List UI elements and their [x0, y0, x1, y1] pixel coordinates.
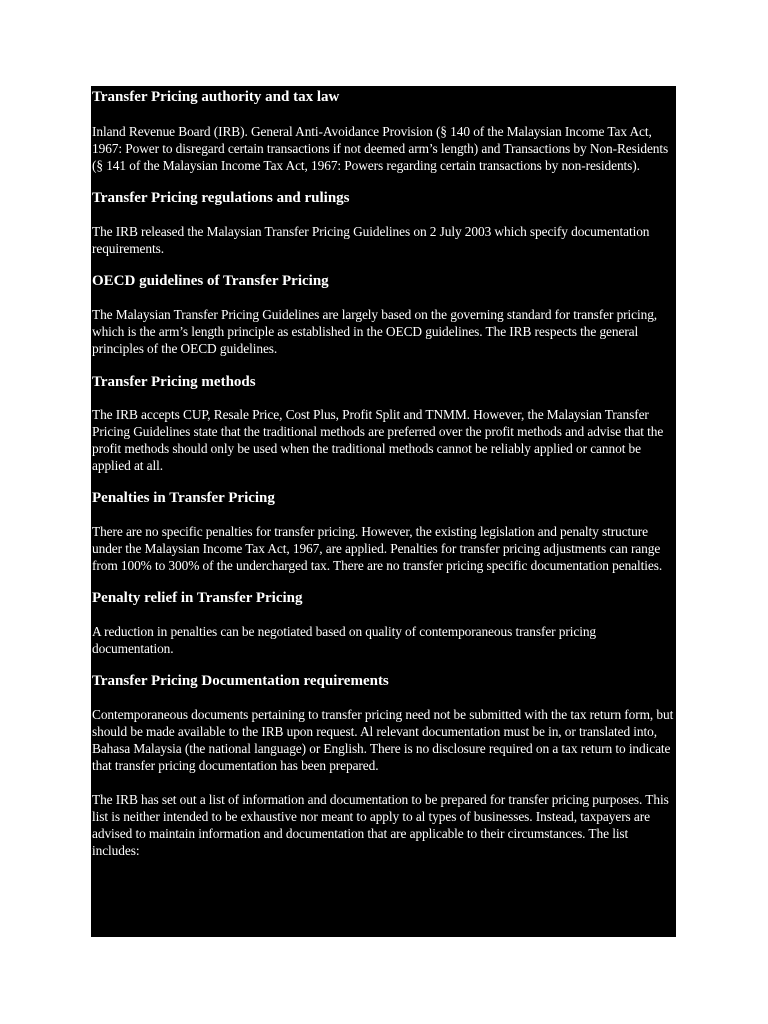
section-paragraph-methods: The IRB accepts CUP, Resale Price, Cost Plus, Profit Split and TNMM. However, the Malaysian Transfer Pricing Guidelines state that the traditional methods are preferred over the profit methods and advise that the profit methods should only be used when the traditional methods cannot be reliably applied or cannot be applied at all.	[92, 407, 664, 473]
section-heading-penalties: Penalties in Transfer Pricing	[92, 490, 275, 506]
section-heading-penalty-relief: Penalty relief in Transfer Pricing	[92, 590, 303, 606]
section-heading-methods: Transfer Pricing methods	[92, 374, 256, 390]
document-content	[91, 87, 676, 859]
section-paragraph-documentation-2: The IRB has set out a list of information and documentation to be prepared for transfer pricing purposes. This list is neither intended to be exhaustive nor meant to apply to al types of businesses. Instead, taxpayers are advised to maintain information and documentation that are applicable to their circumstances. The list includes:	[92, 792, 669, 858]
section-heading-oecd: OECD guidelines of Transfer Pricing	[92, 273, 329, 289]
section-paragraph-penalties: There are no specific penalties for transfer pricing. However, the existing legislation and penalty structure under the Malaysian Income Tax Act, 1967, are applied. Penalties for transfer pricing adjustments can range from 100% to 300% of the undercharged tax. There are no transfer pricing specific documentation penalties.	[92, 524, 663, 573]
section-paragraph-oecd: The Malaysian Transfer Pricing Guidelines are largely based on the governing standard for transfer pricing, which is the arm’s length principle as established in the OECD guidelines. The IRB respects the general principles of the OECD guidelines.	[92, 307, 658, 356]
section-heading-regulations: Transfer Pricing regulations and rulings	[92, 190, 350, 206]
section-paragraph-penalty-relief: A reduction in penalties can be negotiated based on quality of contemporaneous transfer pricing documentation.	[92, 624, 597, 656]
section-paragraph-authority: Inland Revenue Board (IRB). General Anti-Avoidance Provision (§ 140 of the Malaysian Income Tax Act, 1967: Power to disregard certain transactions if not deemed arm’s length) and Transactions by Non-Residents (§ 141 of the Malaysian Income Tax Act, 1967: Powers regarding certain transactions by non-residents).	[92, 124, 669, 173]
section-heading-documentation: Transfer Pricing Documentation requirements	[92, 673, 389, 689]
section-heading-authority: Transfer Pricing authority and tax law	[92, 89, 340, 105]
section-paragraph-documentation-1: Contemporaneous documents pertaining to transfer pricing need not be submitted with the tax return form, but should be made available to the IRB upon request. Al relevant documentation must be in, or translated into, Bahasa Malaysia (the national language) or English. There is no disclosure required on a tax return to indicate that transfer pricing documentation has been prepared.	[92, 707, 674, 773]
section-paragraph-regulations: The IRB released the Malaysian Transfer Pricing Guidelines on 2 July 2003 which specify documentation requirements.	[92, 224, 650, 256]
document-page	[91, 86, 676, 937]
